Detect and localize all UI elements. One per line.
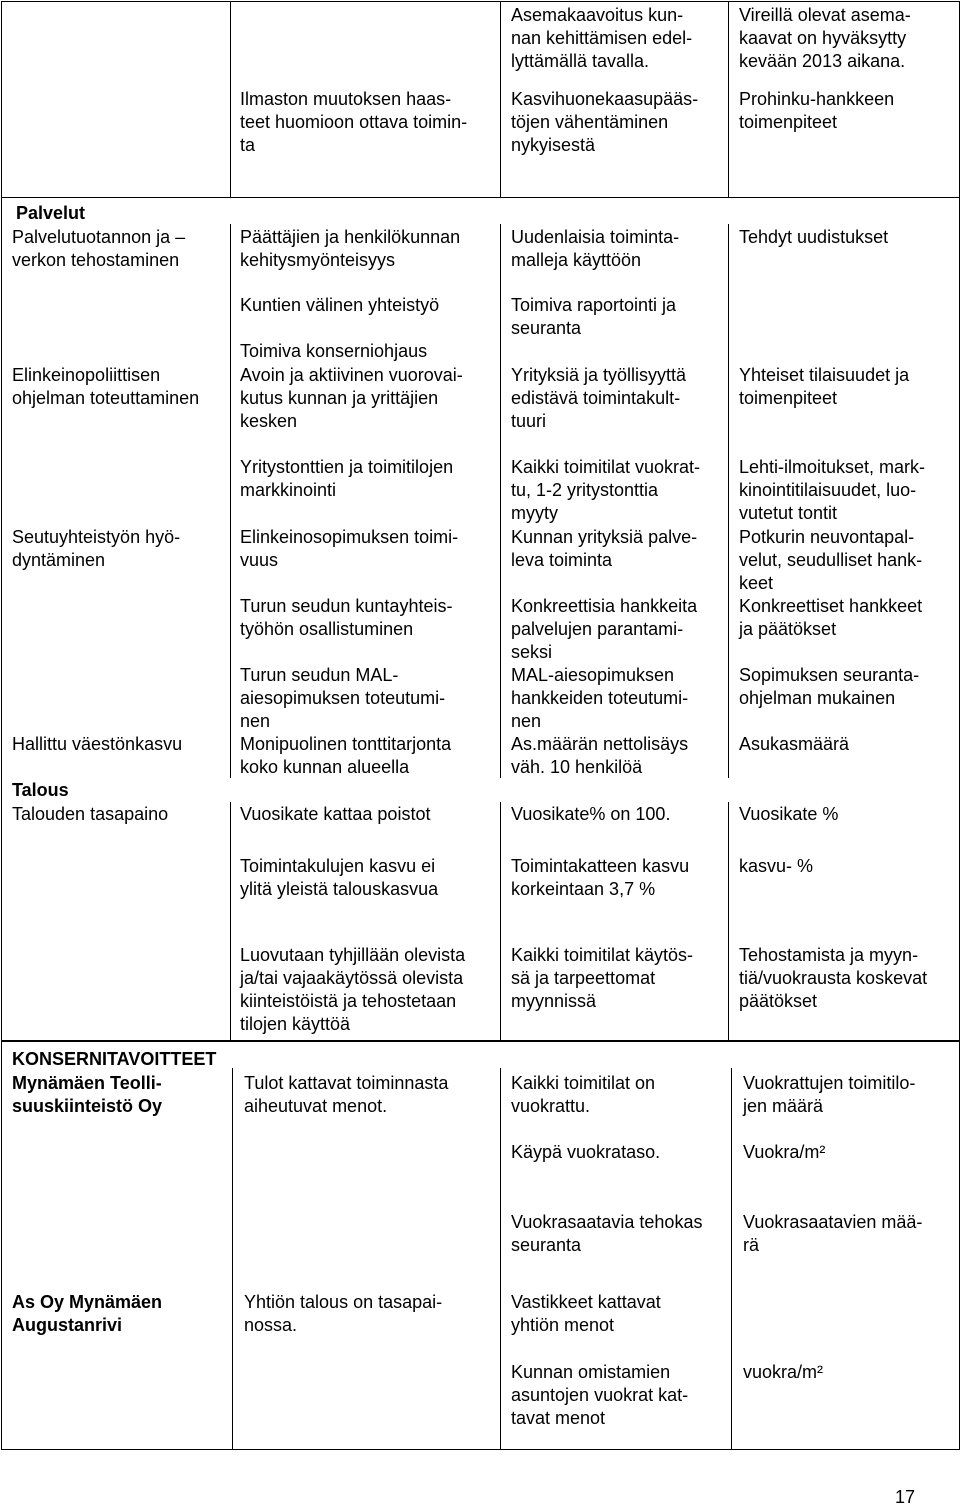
section-heading-palvelut: Palvelut — [16, 203, 86, 223]
col-divider — [500, 802, 501, 1041]
indicator-cell: Tehdyt uudistukset — [739, 227, 889, 247]
col-divider — [500, 1068, 501, 1450]
indicator-cell: Vireillä olevat asema- kaavat on hyväksytty kevään 2013 aikana. — [739, 5, 911, 71]
indicator-cell: kasvu- % — [739, 856, 814, 876]
page-number: 17 — [895, 1487, 916, 1507]
goal-cell: Yhtiön talous on tasapai- nossa. — [244, 1292, 443, 1335]
section-heading-konsernitavoitteet: KONSERNITAVOITTEET — [12, 1049, 217, 1069]
indicator-cell: Vuokrattujen toimitilo- jen määrä — [743, 1073, 916, 1116]
goal-cell: Vuosikate kattaa poistot — [240, 804, 431, 824]
goal-cell: Toimiva konserniohjaus — [240, 341, 428, 361]
measure-cell: Käypä vuokrataso. — [511, 1142, 661, 1162]
goal-cell: Monipuolinen tonttitarjonta koko kunnan alueella — [240, 734, 452, 777]
measure-cell: Kaikki toimitilat on vuokrattu. — [511, 1073, 656, 1116]
measure-cell: As.määrän nettolisäys väh. 10 henkilöä — [511, 734, 689, 777]
company-name-cell: As Oy Mynämäen Augustanrivi — [12, 1292, 163, 1335]
measure-cell: Kunnan yrityksiä palve- leva toiminta — [511, 527, 698, 570]
col-divider — [731, 1068, 732, 1450]
company-name-cell: Mynämäen Teolli- suuskiinteistö Oy — [12, 1073, 163, 1116]
goal-cell: Avoin ja aktiivinen vuorovai- kutus kunnan ja yrittäjien kesken — [240, 365, 463, 431]
indicator-cell: Vuokrasaatavien mää- rä — [743, 1212, 923, 1255]
indicator-cell: Sopimuksen seuranta- ohjelman mukainen — [739, 665, 920, 708]
measure-cell: Toimiva raportointi ja seuranta — [511, 295, 677, 338]
indicator-cell: Prohinku-hankkeen toimenpiteet — [739, 89, 895, 132]
row-divider — [1, 197, 960, 198]
goal-cell: Turun seudun kuntayhteis- työhön osallistuminen — [240, 596, 453, 639]
col-divider — [230, 224, 231, 778]
indicator-cell: Konkreettiset hankkeet ja päätökset — [739, 596, 923, 639]
goal-cell: Elinkeinosopimuksen toimi- vuus — [240, 527, 459, 570]
col-divider — [728, 802, 729, 1041]
measure-cell: Uudenlaisia toiminta- malleja käyttöön — [511, 227, 680, 270]
measure-cell: Yrityksiä ja työllisyyttä edistävä toimintakult- tuuri — [511, 365, 687, 431]
col-divider — [232, 1068, 233, 1450]
goal-cell: Ilmaston muutoksen haas- teet huomioon ottava toimin- ta — [240, 89, 468, 155]
focus-area-cell: Talouden tasapaino — [12, 804, 169, 824]
measure-cell: Kaikki toimitilat vuokrat- tu, 1-2 yritystonttia myyty — [511, 457, 701, 523]
goal-cell: Yritystonttien ja toimitilojen markkinointi — [240, 457, 454, 500]
col-divider — [728, 224, 729, 778]
measure-cell: Konkreettisia hankkeita palvelujen parantami- seksi — [511, 596, 698, 662]
measure-cell: MAL-aiesopimuksen hankkeiden toteutumi- nen — [511, 665, 689, 731]
col-divider — [500, 1, 501, 197]
measure-cell: Vastikkeet kattavat yhtiön menot — [511, 1292, 661, 1335]
indicator-cell: Potkurin neuvontapal- velut, seudulliset hank- keet — [739, 527, 923, 593]
col-divider — [230, 1, 231, 197]
indicator-cell: Yhteiset tilaisuudet ja toimenpiteet — [739, 365, 910, 408]
indicator-cell: Vuosikate % — [739, 804, 839, 824]
section-heading-talous: Talous — [12, 780, 69, 800]
indicator-cell: Vuokra/m² — [743, 1142, 826, 1162]
measure-cell: Vuokrasaatavia tehokas seuranta — [511, 1212, 703, 1255]
goal-cell: Turun seudun MAL- aiesopimuksen toteutumi- nen — [240, 665, 446, 731]
col-divider — [728, 1, 729, 197]
indicator-cell: Asukasmäärä — [739, 734, 850, 754]
measure-cell: Kaikki toimitilat käytös- sä ja tarpeettomat myynnissä — [511, 945, 694, 1011]
focus-area-cell: Elinkeinopoliittisen ohjelman toteuttaminen — [12, 365, 200, 408]
measure-cell: Vuosikate% on 100. — [511, 804, 671, 824]
measure-cell: Kunnan omistamien asuntojen vuokrat kat- tavat menot — [511, 1362, 689, 1428]
measure-cell: Asemakaavoitus kun- nan kehittämisen edel- lyttämällä tavalla. — [511, 5, 693, 71]
goal-cell: Luovutaan tyhjillään olevista ja/tai vajaakäytössä olevista kiinteistöistä ja tehostetaan tilojen käyttöä — [240, 945, 466, 1034]
goal-cell: Kuntien välinen yhteistyö — [240, 295, 440, 315]
focus-area-cell: Seutuyhteistyön hyö- dyntäminen — [12, 527, 181, 570]
goal-cell: Päättäjien ja henkilökunnan kehitysmyönteisyys — [240, 227, 461, 270]
indicator-cell: Lehti-ilmoitukset, mark- kinointitilaisuudet, luo- vutetut tontit — [739, 457, 926, 523]
col-divider — [230, 802, 231, 1041]
indicator-cell: Tehostamista ja myyn- tiä/vuokrausta koskevat päätökset — [739, 945, 928, 1011]
focus-area-cell: Hallittu väestönkasvu — [12, 734, 183, 754]
measure-cell: Kasvihuonekaasupääs- töjen vähentäminen nykyisestä — [511, 89, 699, 155]
goal-cell: Tulot kattavat toiminnasta aiheutuvat menot. — [244, 1073, 449, 1116]
goal-cell: Toimintakulujen kasvu ei ylitä yleistä talouskasvua — [240, 856, 439, 899]
col-divider — [500, 224, 501, 778]
focus-area-cell: Palvelutuotannon ja – verkon tehostaminen — [12, 227, 186, 270]
measure-cell: Toimintakatteen kasvu korkeintaan 3,7 % — [511, 856, 690, 899]
indicator-cell: vuokra/m² — [743, 1362, 824, 1382]
